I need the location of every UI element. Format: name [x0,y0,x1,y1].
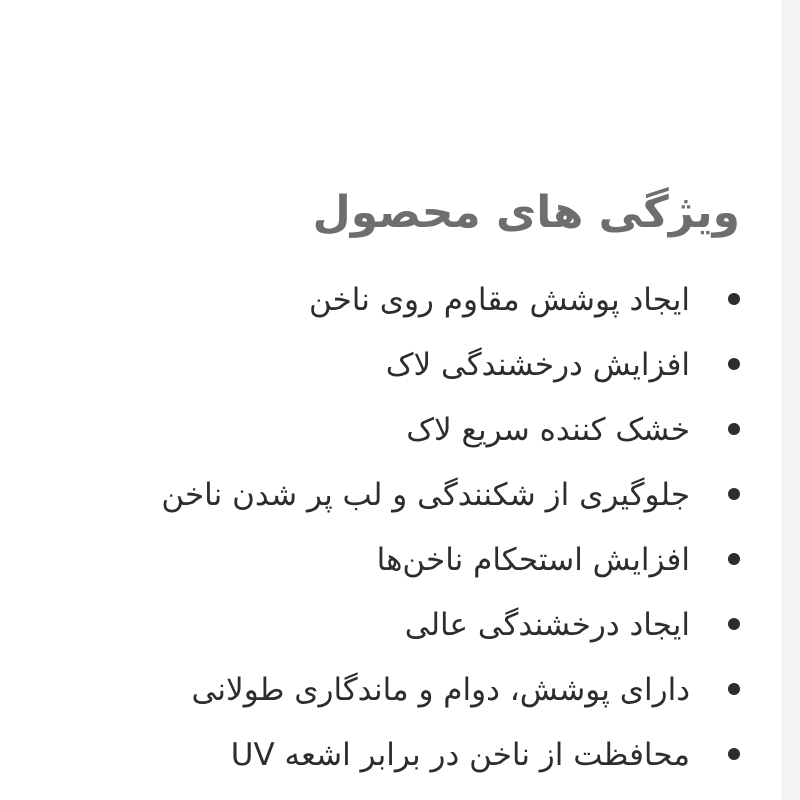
feature-item [40,668,740,733]
scrollbar-track[interactable] [782,0,800,800]
feature-text: ایجاد درخشندگی عالی [404,607,690,643]
feature-item [40,538,740,603]
bullet-dot-icon [728,618,740,630]
bullet-dot-icon [728,683,740,695]
bullet-dot-icon [728,293,740,305]
feature-text: افزایش درخشندگی لاک [385,347,690,383]
feature-item [40,733,740,798]
feature-list [40,278,740,798]
bullet-dot-icon [728,358,740,370]
feature-item [40,603,740,668]
product-features-section [40,182,740,798]
section-title: ویژگی های محصول [312,187,740,238]
feature-text: افزایش استحکام ناخن‌ها [376,542,690,578]
feature-text: ایجاد پوشش مقاوم روی ناخن [309,282,690,318]
bullet-dot-icon [728,423,740,435]
feature-text: جلوگیری از شکنندگی و لب پر شدن ناخن [161,477,690,513]
feature-item [40,473,740,538]
bullet-dot-icon [728,748,740,760]
feature-item [40,408,740,473]
feature-text: خشک کننده سریع لاک [406,412,690,448]
feature-text: محافظت از ناخن در برابر اشعه UV [230,737,690,773]
bullet-dot-icon [728,488,740,500]
feature-text: دارای پوشش، دوام و ماندگاری طولانی [191,672,690,708]
feature-item [40,278,740,343]
bullet-dot-icon [728,553,740,565]
feature-item [40,343,740,408]
